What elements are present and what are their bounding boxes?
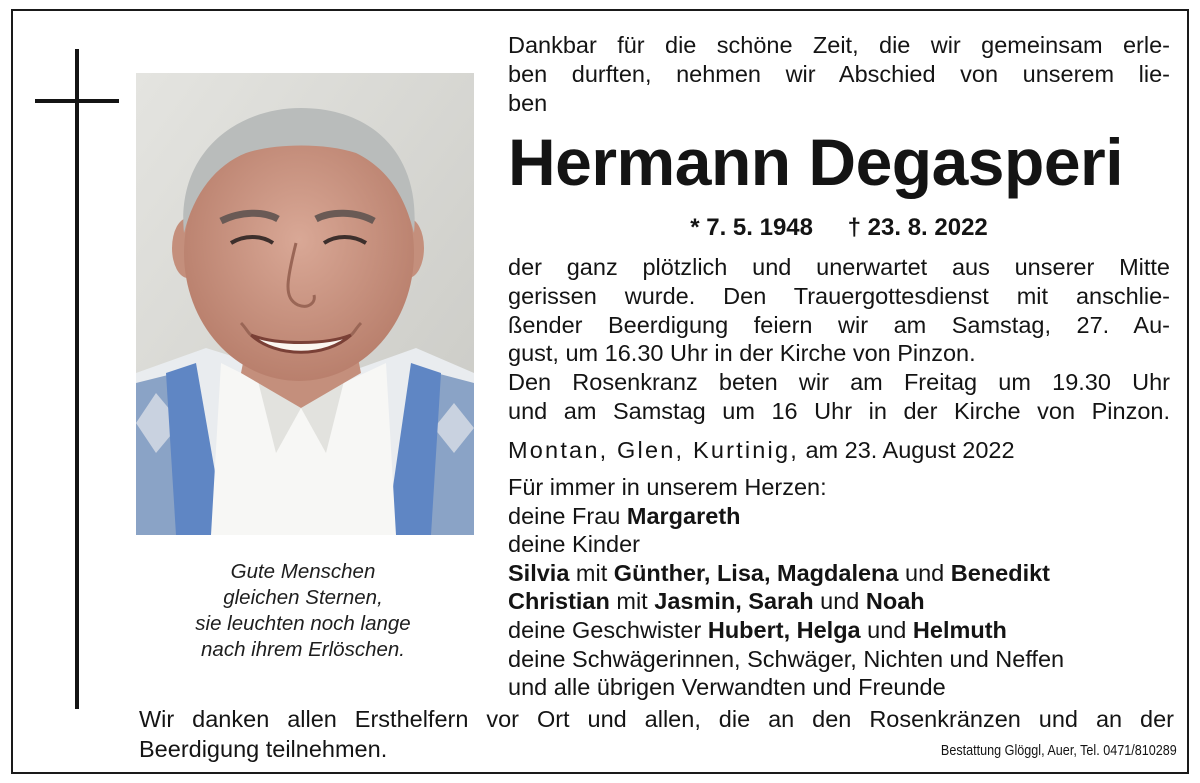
connector: mit — [609, 588, 655, 615]
obituary-card — [11, 9, 1189, 774]
connector: mit — [569, 559, 614, 586]
family-list — [508, 473, 1170, 702]
memorial-quote — [153, 559, 453, 663]
child-name: Christian — [508, 588, 610, 615]
funeral-home-credit: Bestattung Glöggl, Auer, Tel. 0471/810289 — [941, 742, 1177, 759]
quote-line: nach ihrem Erlöschen. — [201, 638, 405, 661]
inlaws-line: deine Schwägerinnen, Schwäger, Nichten und Neffen — [508, 645, 1065, 672]
body-line: Den Rosenkranz beten wir am Freitag um 19.30 Uhr — [508, 369, 1170, 396]
place-and-date — [508, 436, 1015, 464]
body-line: der ganz plötzlich und unerwartet aus unserer Mitte — [508, 254, 1170, 280]
grandchildren-names: Günther, Lisa, Magdalena — [613, 559, 899, 586]
service-details — [508, 253, 1170, 426]
body-line: und am Samstag um 16 Uhr in der Kirche von Pinzon. — [508, 397, 1170, 424]
children-line — [508, 559, 1170, 588]
intro-text — [508, 31, 1170, 117]
place-date: am 23. August 2022 — [805, 437, 1015, 463]
quote-line: gleichen Sternen, — [223, 586, 383, 609]
wife-name: Margareth — [626, 502, 741, 529]
cross-icon-bar — [35, 99, 119, 103]
sibling-name: Helmuth — [912, 616, 1007, 643]
connector: und — [813, 588, 866, 615]
place-names: Montan, Glen, Kurtinig, — [508, 437, 799, 463]
grandchildren-names: Jasmin, Sarah — [654, 588, 814, 615]
family-heading: Für immer in unserem Herzen: — [508, 474, 827, 500]
birth-date: * 7. 5. 1948 — [690, 214, 813, 241]
family-wife-line — [508, 502, 1170, 531]
cross-icon — [75, 49, 79, 709]
child-name: Silvia — [508, 559, 570, 586]
portrait-photo — [136, 73, 474, 535]
wife-prefix: deine Frau — [508, 502, 621, 529]
grandchild-name: Noah — [865, 588, 925, 615]
children-heading: deine Kinder — [508, 531, 640, 558]
thanks-line: Beerdigung teilnehmen. — [139, 736, 388, 762]
body-line: gust, um 16.30 Uhr in der Kirche von Pinzon. — [508, 340, 976, 367]
intro-line: ben — [508, 89, 548, 116]
sibling-names: Hubert, Helga — [707, 616, 861, 643]
grandchild-name: Benedikt — [950, 559, 1051, 586]
death-date: † 23. 8. 2022 — [847, 214, 988, 241]
intro-line: ben durften, nehmen wir Abschied von unserem lie- — [508, 60, 1170, 87]
quote-line: Gute Menschen — [230, 560, 376, 583]
body-line: gerissen wurde. Den Trauergottesdienst mit anschlie- — [508, 282, 1170, 309]
intro-line: Dankbar für die schöne Zeit, die wir gemeinsam erle- — [508, 32, 1170, 58]
deceased-name: Hermann Degasperi — [508, 125, 1124, 199]
quote-line: sie leuchten noch lange — [195, 612, 411, 635]
life-dates — [508, 213, 1170, 243]
siblings-line — [508, 616, 1170, 645]
connector: und — [898, 559, 951, 586]
thanks-line: Wir danken allen Ersthelfern vor Ort und allen, die an den Rosenkränzen und an der — [139, 706, 1174, 732]
relatives-line: und alle übrigen Verwandten und Freunde — [508, 674, 946, 701]
children-line — [508, 587, 1170, 616]
body-line: ßender Beerdigung feiern wir am Samstag, 27. Au- — [508, 311, 1170, 338]
siblings-prefix: deine Geschwister — [508, 616, 708, 643]
connector: und — [860, 616, 913, 643]
